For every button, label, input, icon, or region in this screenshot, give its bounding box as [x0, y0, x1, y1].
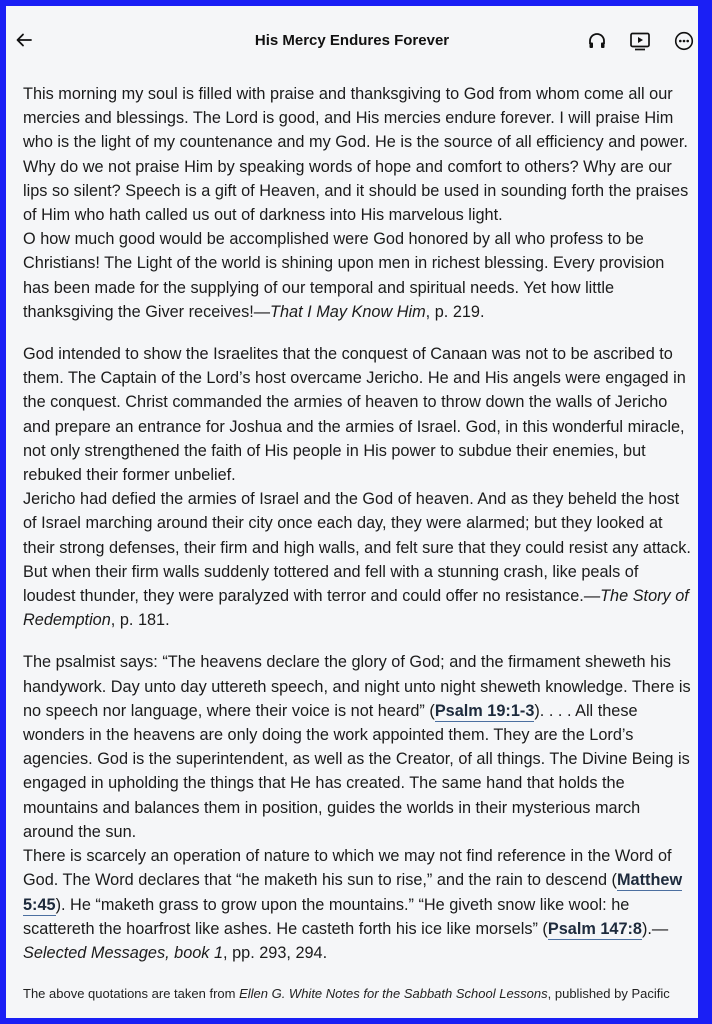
citation: That I May Know Him — [270, 302, 426, 321]
play-video-icon — [629, 31, 651, 51]
paragraph: Jericho had defied the armies of Israel and the God of heaven. And as they beheld the host of Israel marching around their city once each day, they were alarmed; but they looked at their strong defenses, their firm and high walls, and felt sure that they could resist any attack. But when their firm walls suddenly tottered and fell with a stunning crash, like peals of loudest thunder, they were paralyzed with terror and could offer no resistance.—The Story of Redemption, p. 181. — [23, 490, 691, 630]
video-button[interactable] — [627, 28, 653, 54]
scripture-link-psalm-19[interactable]: Psalm 19:1-3 — [434, 701, 535, 720]
page-title: His Mercy Endures Forever — [254, 32, 450, 49]
citation: Selected Messages, book 1 — [23, 943, 224, 962]
audio-button[interactable] — [584, 28, 610, 54]
paragraph: There is scarcely an operation of nature to which we may not find reference in the Word of God. The Word declares that “he maketh his sun to rise,” and the rain to descend (Matthew 5:45). He “maketh grass to grow upon the mountains.” “He giveth snow like wool: he scattereth the hoarfrost like ashes. He casteth forth his ice like morsels” (Psalm 147:8).—Selected Messages, book 1, pp. 293, 294. — [23, 847, 683, 962]
citation: Ellen G. White Notes for the Sabbath School Lessons — [239, 986, 548, 1001]
paragraph: This morning my soul is filled with praise and thanksgiving to God from whom come all our mercies and blessings. The Lord is good, and His mercies endure forever. I will praise Him who is the light of my countenance and my God. He is the source of all efficiency and power. Why do we not praise Him by speaking words of hope and comfort to others? Why are our lips so silent? Speech is a gift of Heaven, and it should be used in sounding forth the praises of Him who hath called us out of darkness into His marvelous light. — [23, 85, 689, 225]
more-options-button[interactable] — [671, 28, 697, 54]
paragraph: O how much good would be accomplished were God honored by all who profess to be Christians! The Light of the world is shining upon men in richest blessing. Every provision has been made for the supplying of our temporal and spiritual needs. Yet how little thanksgiving the Giver receives!—That I May Know Him, p. 219. — [23, 230, 665, 321]
lesson-content — [23, 82, 691, 965]
top-bar — [6, 6, 698, 70]
paragraph: God intended to show the Israelites that the conquest of Canaan was not to be ascribed to them. The Captain of the Lord’s host overcame Jericho. He and His angels were engaged in the conquest. Christ commanded the armies of heaven to throw down the walls of Jericho and prepare an entrance for Joshua and the armies of Israel. God, in this wonderful miracle, not only strengthened the faith of His people in His power to subdue their enemies, but rebuked their former unbelief. — [23, 345, 686, 485]
paragraph: The psalmist says: “The heavens declare the glory of God; and the firmament sheweth his handywork. Day unto day uttereth speech, and night unto night sheweth knowledge. There is no speech nor language, where their voice is not heard” (Psalm 19:1-3). . . . All these wonders in the heavens are only doing the work appointed them. They are the Lord’s agencies. God is the superintendent, as well as the Creator, of all things. The Divine Being is engaged in upholding the things that He has created. The same hand that holds the mountains and balances them in position, guides the worlds in their mysterious march around the sun. — [23, 653, 691, 841]
reader-screen — [6, 6, 698, 1018]
more-options-icon — [674, 31, 694, 51]
citation: The Story of Redemption — [23, 587, 689, 630]
scripture-link-matthew-5[interactable]: Matthew 5:45 — [23, 871, 683, 914]
scripture-link-psalm-147[interactable]: Psalm 147:8 — [547, 919, 642, 938]
source-note: The above quotations are taken from Ellen G. White Notes for the Sabbath School Lessons, published by Pacific — [23, 986, 670, 1001]
headphones-icon — [587, 31, 607, 51]
